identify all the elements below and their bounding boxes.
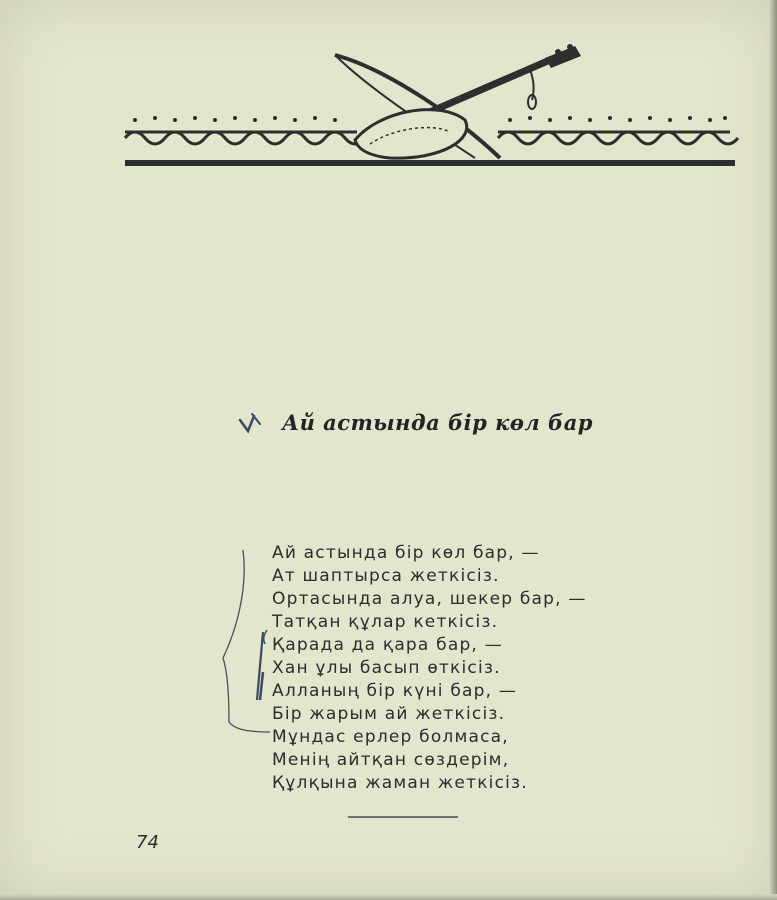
title-row xyxy=(238,410,593,435)
poem-line: Қарада да қара бар, — xyxy=(272,635,503,655)
poem-body xyxy=(272,542,587,795)
poem-line: Ат шаптырса жеткісіз. xyxy=(272,566,500,586)
poem-line: Бір жарым ай жеткісіз. xyxy=(272,704,506,724)
poem-line: Мұндас ерлер болмаса, xyxy=(272,727,509,747)
poem-line: Құлқына жаман жеткісіз. xyxy=(272,773,528,793)
poem-line: Ортасында алуа, шекер бар, — xyxy=(272,589,587,609)
page-edge xyxy=(769,0,777,900)
poem-line: Татқан құлар кеткісіз. xyxy=(272,612,499,632)
poem-line: Хан ұлы басып өткісіз. xyxy=(272,658,501,678)
end-rule xyxy=(348,816,458,818)
poem-line: Ай астында бір көл бар, — xyxy=(272,543,540,563)
dombra-and-bow-ornament-icon xyxy=(120,40,740,190)
page-number: 74 xyxy=(136,832,159,853)
page-bottom-edge xyxy=(0,894,777,900)
poem-line: Алланың бір күні бар, — xyxy=(272,681,518,701)
handwritten-bracket-marks-icon xyxy=(205,540,275,740)
poem-title: Ай астында бір көл бар xyxy=(282,410,593,435)
poem-line: Менің айтқан сөздерім, xyxy=(272,750,510,770)
handwritten-check-mark-icon xyxy=(238,412,268,434)
